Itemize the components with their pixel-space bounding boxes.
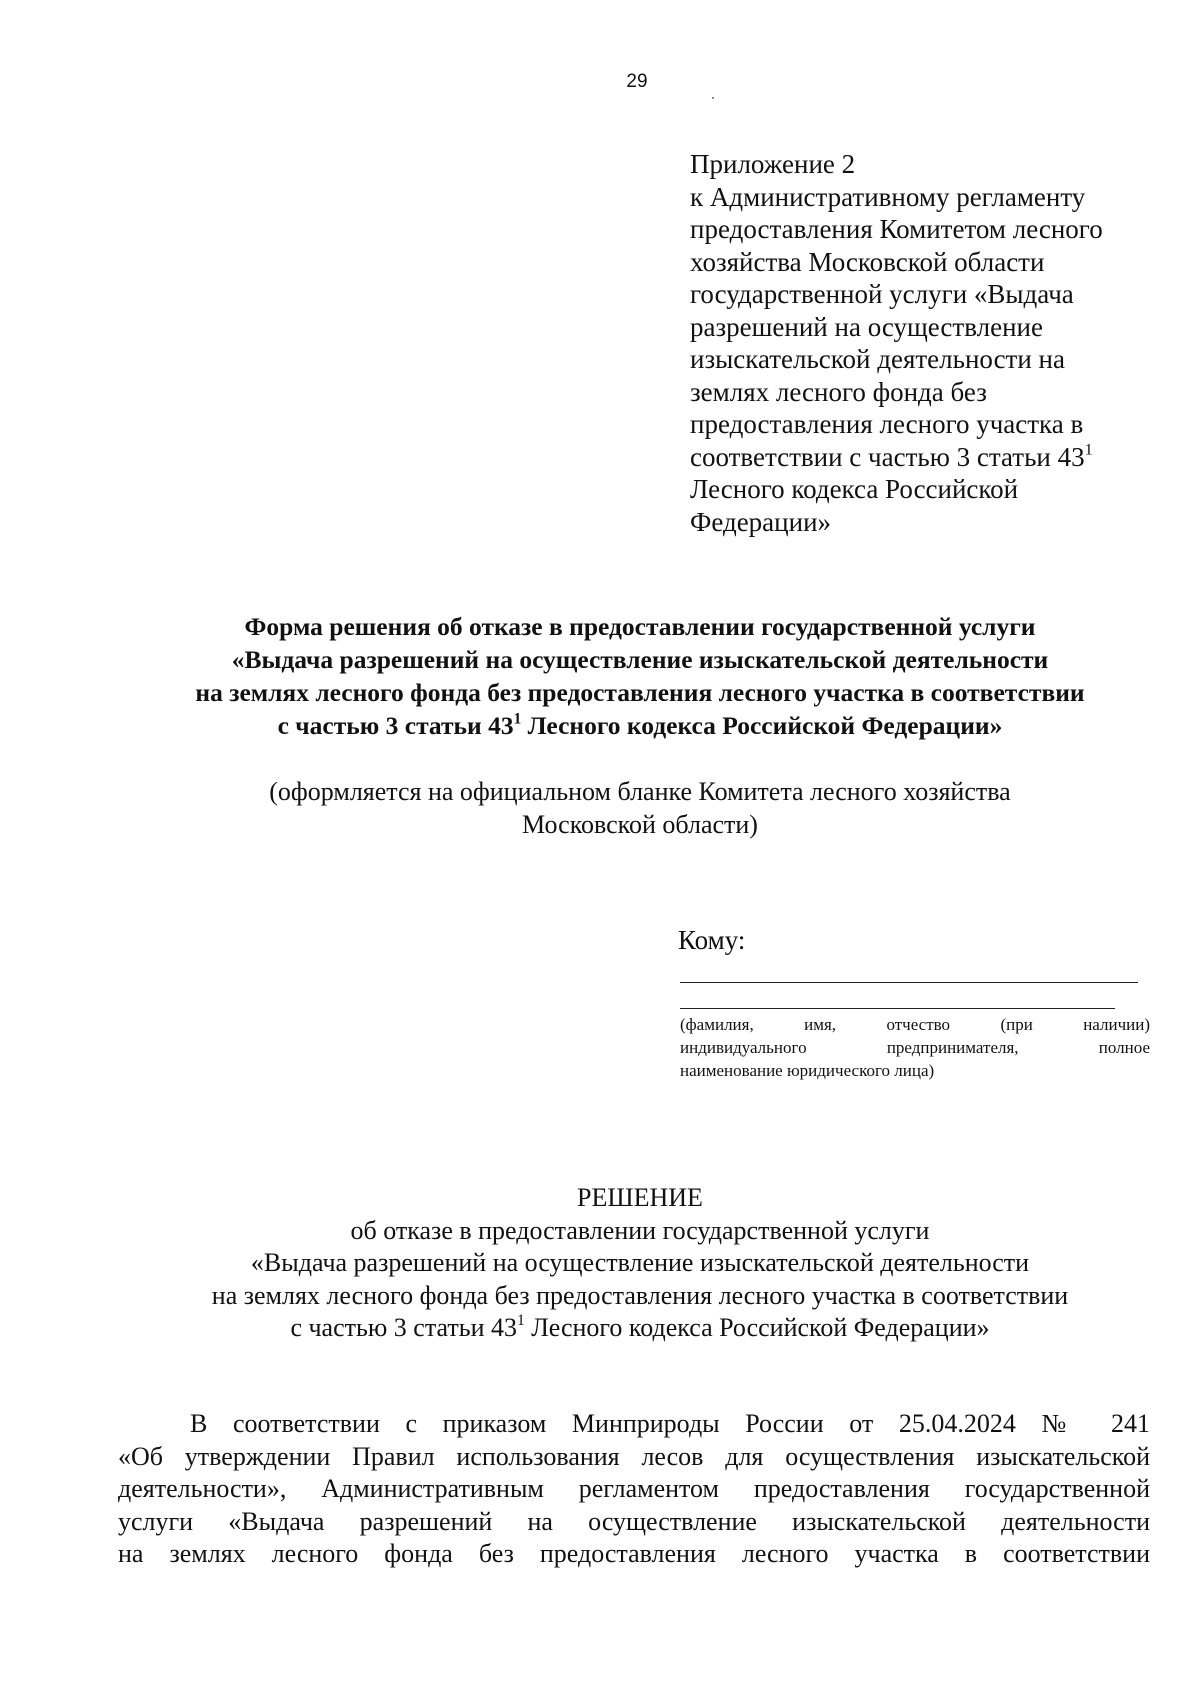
- form-title-line-post: Лесного кодекса Российской Федерации»: [521, 711, 1003, 740]
- appendix-line: изыскательской деятельности на: [690, 344, 1065, 374]
- body-line: «Об утверждении Правил использования лесов для осуществления изыскательской: [118, 1441, 1150, 1471]
- decision-line: на землях лесного фонда без предоставления лесного участка в соответствии: [211, 1280, 1069, 1310]
- appendix-line: разрешений на осуществление: [690, 311, 1043, 342]
- hint-line: наименование юридического лица): [680, 1061, 935, 1080]
- body-line: В соответствии с приказом Минприроды России от 25.04.2024 № 241: [190, 1409, 1150, 1438]
- recipient-label: Кому:: [678, 925, 746, 955]
- appendix-line-with-sup: [690, 441, 1150, 474]
- superscript: 1: [513, 710, 522, 728]
- decision-heading-block: [60, 1182, 1200, 1345]
- decision-line-post: Лесного кодекса Российской Федерации»: [524, 1313, 990, 1342]
- subtitle-line: (оформляется на официальном бланке Комитета лесного хозяйства: [269, 777, 1011, 806]
- appendix-line: Приложение 2: [690, 149, 856, 179]
- appendix-line: землях лесного фонда без: [690, 376, 987, 407]
- appendix-line: хозяйства Московской области: [690, 246, 1045, 277]
- subtitle-line: Московской области): [522, 810, 758, 839]
- appendix-line: к Административному регламенту: [690, 181, 1086, 212]
- form-title-line-pre: с частью 3 статьи 43: [277, 711, 514, 740]
- decision-heading: РЕШЕНИЕ: [577, 1183, 703, 1212]
- appendix-block: [690, 148, 1150, 538]
- page-number: 29: [626, 71, 648, 92]
- superscript: 1: [517, 1312, 525, 1330]
- form-title: [60, 610, 1200, 742]
- form-title-line: Форма решения об отказе в предоставлении государственной услуги: [244, 612, 1036, 641]
- recipient-fill-line: [680, 1008, 1115, 1009]
- form-title-line: [60, 709, 1200, 742]
- appendix-line: предоставления Комитетом лесного: [690, 214, 1103, 244]
- hint-line: (фамилия, имя, отчество (при наличии): [680, 1015, 1150, 1034]
- form-title-line: на землях лесного фонда без предоставления лесного участка в соответствии: [195, 678, 1085, 707]
- body-line: услуги «Выдача разрешений на осуществление изыскательской деятельности: [118, 1506, 1150, 1536]
- recipient-hint: [680, 1013, 1150, 1082]
- body-line: деятельности», Административным регламентом предоставления государственной: [118, 1474, 1150, 1503]
- hint-line: индивидуального предпринимателя, полное: [680, 1038, 1150, 1057]
- decision-line: [60, 1312, 1200, 1345]
- form-title-line: «Выдача разрешений на осуществление изыскательской деятельности: [231, 645, 1049, 674]
- appendix-line: Федерации»: [690, 506, 832, 537]
- appendix-line: соответствии с частью 3 статьи 43: [690, 441, 1085, 472]
- appendix-line: предоставления лесного участка в: [690, 409, 1084, 439]
- form-subtitle: [60, 775, 1200, 841]
- scan-speck: [712, 97, 714, 99]
- decision-line: «Выдача разрешений на осуществление изыскательской деятельности: [250, 1248, 1030, 1277]
- appendix-line: Лесного кодекса Российской: [690, 474, 1019, 504]
- body-line: на землях лесного фонда без предоставления лесного участка в соответствии: [118, 1539, 1150, 1568]
- appendix-line: государственной услуги «Выдача: [690, 279, 1074, 309]
- superscript: 1: [1084, 440, 1093, 459]
- decision-line-pre: с частью 3 статьи 43: [290, 1313, 517, 1342]
- body-paragraph: [118, 1408, 1150, 1571]
- recipient-fill-line: [680, 982, 1138, 983]
- decision-line: об отказе в предоставлении государственной услуги: [350, 1215, 930, 1245]
